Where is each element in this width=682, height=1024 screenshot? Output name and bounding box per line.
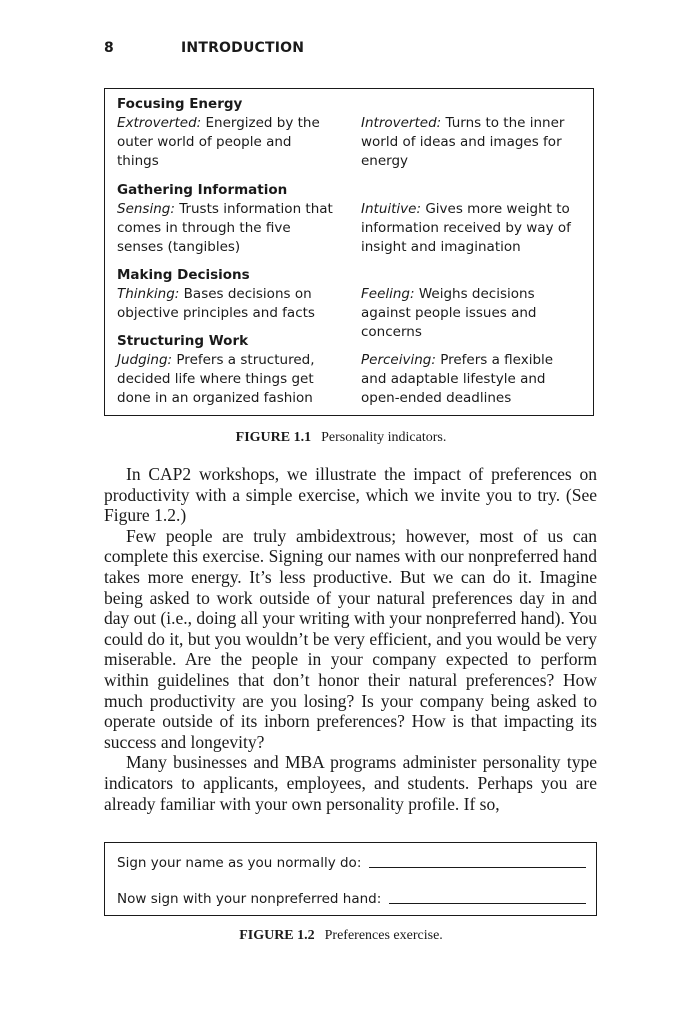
section-title-gathering-information: Gathering Information (117, 182, 288, 198)
signature-row-nonpreferred (117, 887, 586, 907)
indicator-description: Weighs decisions against people issues and concerns (361, 286, 537, 340)
signature-line-normal (369, 867, 586, 868)
paragraph: Many businesses and MBA programs administer personality type indicators to applicants, employees, and students. Perhaps you are already familiar with your own personality profile. If so, (104, 752, 597, 814)
figure-1-1-caption (0, 430, 682, 446)
indicator-description: Trusts information that comes in through the five senses (tangibles) (117, 201, 333, 255)
signature-row-normal (117, 851, 586, 871)
paragraph: In CAP2 workshops, we illustrate the impact of preferences on productivity with a simple exercise, which we invite you to try. (See Figure 1.2.) (104, 464, 597, 526)
caption-number: FIGURE 1.1 (235, 430, 312, 445)
section-title-focusing-energy: Focusing Energy (117, 96, 243, 112)
indicator-perceiving (361, 351, 579, 408)
indicator-term: Introverted: (361, 115, 442, 131)
indicator-term: Perceiving: (361, 352, 436, 368)
indicator-description: Turns to the inner world of ideas and images for energy (361, 115, 565, 169)
page-number: 8 (104, 40, 114, 56)
indicator-judging (117, 351, 335, 408)
indicator-term: Sensing: (117, 201, 175, 217)
indicator-term: Judging: (117, 352, 173, 368)
indicator-description: Prefers a flexible and adaptable lifestyle and open-ended deadlines (361, 352, 554, 406)
indicator-description: Gives more weight to information received by way of insight and imagination (361, 201, 571, 255)
running-header (104, 40, 604, 60)
section-title-structuring-work: Structuring Work (117, 333, 249, 349)
indicator-term: Extroverted: (117, 115, 202, 131)
indicator-term: Thinking: (117, 286, 180, 302)
chapter-title: INTRODUCTION (181, 40, 305, 56)
caption-text: Preferences exercise. (324, 928, 443, 943)
indicator-sensing (117, 200, 335, 257)
preferences-exercise-figure (104, 842, 597, 916)
signature-line-nonpreferred (389, 903, 586, 904)
section-title-making-decisions: Making Decisions (117, 267, 250, 283)
indicator-thinking (117, 285, 335, 323)
indicator-description: Bases decisions on objective principles and facts (117, 286, 315, 321)
indicator-term: Feeling: (361, 286, 415, 302)
personality-indicators-figure (104, 88, 594, 416)
figure-1-2-caption (0, 928, 682, 944)
indicator-description: Energized by the outer world of people and things (117, 115, 320, 169)
indicator-extroverted (117, 114, 335, 171)
signature-label-normal: Sign your name as you normally do: (117, 855, 362, 871)
body-text (104, 464, 597, 814)
indicator-introverted (361, 114, 579, 171)
signature-label-nonpreferred: Now sign with your nonpreferred hand: (117, 891, 382, 907)
indicator-feeling (361, 285, 579, 342)
indicator-term: Intuitive: (361, 201, 422, 217)
indicator-description: Prefers a structured, decided life where things get done in an organized fashion (117, 352, 315, 406)
caption-text: Personality indicators. (321, 430, 447, 445)
caption-number: FIGURE 1.2 (239, 928, 315, 943)
indicator-intuitive (361, 200, 579, 257)
paragraph: Few people are truly ambidextrous; however, most of us can complete this exercise. Signing our names with our nonpreferred hand takes more energy. It’s less productive. But we can do it. Imagine being asked to work outside of your natural preferences day in and day out (i.e., doing all your writing with your nonpreferred hand). You could do it, but you wouldn’t be very efficient, and you would be very miserable. Are the people in your company expected to perform within guidelines that don’t honor their natural preferences? How much productivity are you losing? Is your company being asked to operate outside of its inborn preferences? How is that impacting its success and longevity? (104, 525, 597, 752)
